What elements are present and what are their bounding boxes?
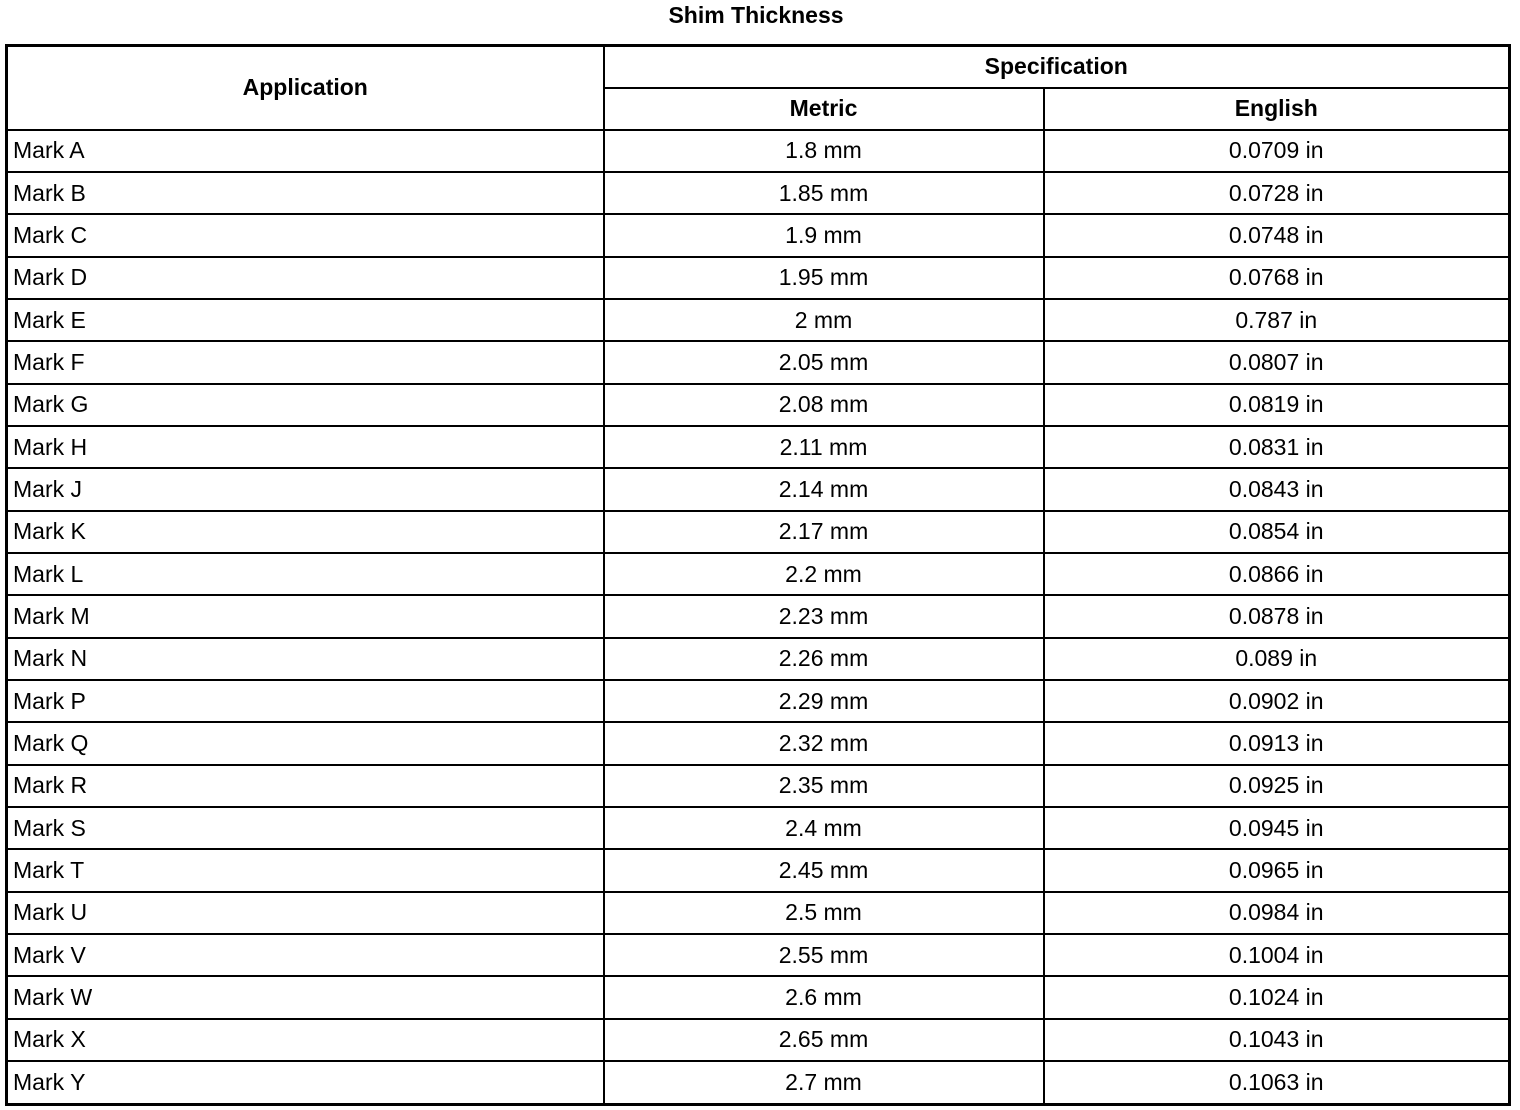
cell-metric: 2.5 mm xyxy=(604,892,1044,934)
cell-application: Mark W xyxy=(7,976,604,1018)
column-header-application: Application xyxy=(7,46,604,130)
cell-application: Mark V xyxy=(7,934,604,976)
header-row-group xyxy=(7,46,1510,88)
cell-application: Mark X xyxy=(7,1019,604,1061)
cell-metric: 2.17 mm xyxy=(604,511,1044,553)
cell-application: Mark T xyxy=(7,849,604,891)
column-header-metric: Metric xyxy=(604,88,1044,130)
cell-metric: 1.95 mm xyxy=(604,257,1044,299)
cell-application: Mark J xyxy=(7,468,604,510)
cell-metric: 2.11 mm xyxy=(604,426,1044,468)
table-row xyxy=(7,934,1510,976)
table-row xyxy=(7,511,1510,553)
cell-english: 0.0748 in xyxy=(1044,214,1510,256)
cell-english: 0.1063 in xyxy=(1044,1061,1510,1104)
cell-english: 0.0728 in xyxy=(1044,172,1510,214)
cell-metric: 2.26 mm xyxy=(604,638,1044,680)
cell-application: Mark A xyxy=(7,130,604,172)
table-row xyxy=(7,1019,1510,1061)
cell-english: 0.1024 in xyxy=(1044,976,1510,1018)
cell-metric: 2.2 mm xyxy=(604,553,1044,595)
cell-metric: 1.9 mm xyxy=(604,214,1044,256)
column-header-specification: Specification xyxy=(604,46,1510,88)
cell-metric: 2.65 mm xyxy=(604,1019,1044,1061)
table-row xyxy=(7,976,1510,1018)
cell-english: 0.0878 in xyxy=(1044,595,1510,637)
table-row xyxy=(7,553,1510,595)
cell-application: Mark B xyxy=(7,172,604,214)
cell-application: Mark N xyxy=(7,638,604,680)
cell-metric: 2.05 mm xyxy=(604,341,1044,383)
table-row xyxy=(7,807,1510,849)
table-row xyxy=(7,468,1510,510)
cell-application: Mark G xyxy=(7,384,604,426)
column-header-english: English xyxy=(1044,88,1510,130)
cell-application: Mark F xyxy=(7,341,604,383)
cell-application: Mark K xyxy=(7,511,604,553)
cell-metric: 2.14 mm xyxy=(604,468,1044,510)
cell-english: 0.0902 in xyxy=(1044,680,1510,722)
cell-english: 0.0709 in xyxy=(1044,130,1510,172)
cell-english: 0.0925 in xyxy=(1044,765,1510,807)
cell-metric: 2.35 mm xyxy=(604,765,1044,807)
page-title: Shim Thickness xyxy=(668,2,844,28)
cell-metric: 2.7 mm xyxy=(604,1061,1044,1104)
cell-application: Mark Y xyxy=(7,1061,604,1104)
cell-metric: 2.08 mm xyxy=(604,384,1044,426)
table-row xyxy=(7,595,1510,637)
cell-english: 0.787 in xyxy=(1044,299,1510,341)
cell-application: Mark U xyxy=(7,892,604,934)
cell-english: 0.0913 in xyxy=(1044,722,1510,764)
cell-metric: 2.45 mm xyxy=(604,849,1044,891)
table-row xyxy=(7,341,1510,383)
cell-english: 0.0807 in xyxy=(1044,341,1510,383)
cell-metric: 2.4 mm xyxy=(604,807,1044,849)
table-row xyxy=(7,384,1510,426)
cell-application: Mark M xyxy=(7,595,604,637)
table-row xyxy=(7,680,1510,722)
cell-metric: 2.32 mm xyxy=(604,722,1044,764)
cell-english: 0.0854 in xyxy=(1044,511,1510,553)
cell-english: 0.0768 in xyxy=(1044,257,1510,299)
cell-english: 0.0843 in xyxy=(1044,468,1510,510)
table-row xyxy=(7,1061,1510,1104)
cell-english: 0.0984 in xyxy=(1044,892,1510,934)
table-body xyxy=(7,130,1510,1105)
table-row xyxy=(7,849,1510,891)
cell-application: Mark L xyxy=(7,553,604,595)
cell-metric: 2.23 mm xyxy=(604,595,1044,637)
cell-metric: 2 mm xyxy=(604,299,1044,341)
cell-english: 0.0945 in xyxy=(1044,807,1510,849)
shim-thickness-table xyxy=(5,44,1511,1106)
cell-english: 0.0831 in xyxy=(1044,426,1510,468)
table-row xyxy=(7,130,1510,172)
cell-application: Mark S xyxy=(7,807,604,849)
cell-application: Mark H xyxy=(7,426,604,468)
table-row xyxy=(7,892,1510,934)
table-row xyxy=(7,214,1510,256)
table-row xyxy=(7,722,1510,764)
table-row xyxy=(7,638,1510,680)
cell-english: 0.0866 in xyxy=(1044,553,1510,595)
table-row xyxy=(7,257,1510,299)
cell-application: Mark E xyxy=(7,299,604,341)
cell-application: Mark P xyxy=(7,680,604,722)
cell-metric: 1.85 mm xyxy=(604,172,1044,214)
cell-metric: 2.6 mm xyxy=(604,976,1044,1018)
table-row xyxy=(7,426,1510,468)
cell-english: 0.0965 in xyxy=(1044,849,1510,891)
cell-english: 0.089 in xyxy=(1044,638,1510,680)
cell-english: 0.1043 in xyxy=(1044,1019,1510,1061)
cell-metric: 1.8 mm xyxy=(604,130,1044,172)
cell-english: 0.1004 in xyxy=(1044,934,1510,976)
cell-metric: 2.55 mm xyxy=(604,934,1044,976)
cell-english: 0.0819 in xyxy=(1044,384,1510,426)
table-row xyxy=(7,299,1510,341)
table-row xyxy=(7,172,1510,214)
cell-application: Mark R xyxy=(7,765,604,807)
cell-application: Mark C xyxy=(7,214,604,256)
table-header xyxy=(7,46,1510,130)
cell-metric: 2.29 mm xyxy=(604,680,1044,722)
cell-application: Mark D xyxy=(7,257,604,299)
table-row xyxy=(7,765,1510,807)
cell-application: Mark Q xyxy=(7,722,604,764)
